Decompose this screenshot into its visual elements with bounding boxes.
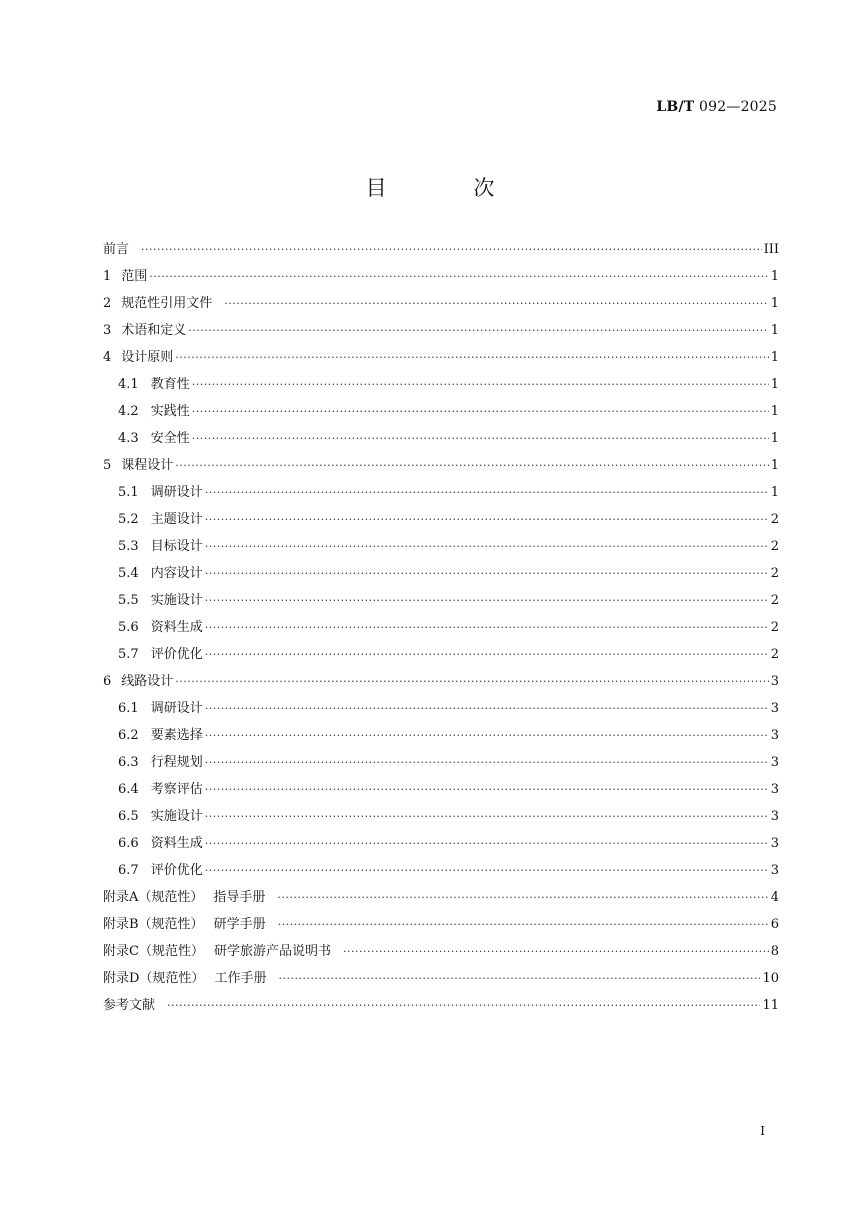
toc-entry[interactable] [103, 697, 779, 724]
toc-leader-dots [188, 324, 768, 337]
toc-leader-dots [149, 270, 768, 283]
toc-entry-page: 2 [770, 566, 779, 581]
toc-entry-title: 课程设计 [121, 458, 174, 473]
toc-entry-number: 6.4 [118, 782, 139, 797]
toc-entry[interactable] [103, 319, 779, 346]
toc-leader-dots [205, 594, 769, 607]
toc-entry-title: 规范性引用文件 [121, 296, 213, 311]
toc-entry[interactable] [103, 454, 779, 481]
toc-entry-title: 评价优化 [150, 863, 203, 878]
toc-entry[interactable] [103, 940, 779, 967]
toc-entry[interactable] [103, 670, 779, 697]
toc-leader-dots [175, 351, 768, 364]
toc-entry-page: 2 [770, 593, 779, 608]
toc-entry-number: 4.3 [118, 431, 139, 446]
toc-entry-number: 6.2 [118, 728, 139, 743]
toc-entry-page: 3 [770, 674, 779, 689]
toc-entry-title: 研学旅游产品说明书 [213, 944, 331, 959]
toc-entry-title: 线路设计 [121, 674, 174, 689]
toc-leader-dots [205, 756, 769, 769]
document-code-number: 092—2025 [699, 99, 777, 115]
toc-entry[interactable] [103, 589, 779, 616]
toc-entry-title: 术语和定义 [121, 323, 187, 338]
document-code [656, 99, 777, 115]
toc-leader-dots [192, 405, 769, 418]
toc-entry[interactable] [103, 724, 779, 751]
toc-leader-dots [278, 918, 769, 931]
toc-entry-title: 行程规划 [150, 755, 203, 770]
toc-entry-page: 1 [770, 431, 779, 446]
toc-entry-page: 1 [770, 323, 779, 338]
toc-entry[interactable] [103, 778, 779, 805]
toc-leader-dots [205, 702, 769, 715]
toc-entry-number: 6.3 [118, 755, 139, 770]
toc-entry[interactable] [103, 913, 779, 940]
toc-entry-page: 1 [770, 269, 779, 284]
toc-entry[interactable] [103, 616, 779, 643]
toc-entry-number: 1 [103, 269, 112, 284]
toc-entry-number: 6.1 [118, 701, 139, 716]
toc-entry-title: 考察评估 [150, 782, 203, 797]
toc-leader-dots [205, 567, 769, 580]
toc-leader-dots [205, 486, 769, 499]
toc-entry-page: 1 [770, 404, 779, 419]
toc-entry-number: 6.5 [118, 809, 139, 824]
toc-entry-page: III [763, 242, 779, 257]
toc-entry-page: 3 [770, 863, 779, 878]
toc-entry-title: 资料生成 [150, 836, 203, 851]
toc-entry-title: 参考文献 [103, 998, 156, 1013]
toc-entry-title: 目标设计 [150, 539, 203, 554]
toc-entry-number: 5.6 [118, 620, 139, 635]
toc-entry-number: 5.5 [118, 593, 139, 608]
toc-leader-dots [205, 864, 769, 877]
toc-leader-dots [343, 945, 769, 958]
page-number: I [760, 1124, 765, 1138]
toc-entry-number: 5.3 [118, 539, 139, 554]
toc-leader-dots [224, 297, 768, 310]
toc-leader-dots [205, 648, 769, 661]
toc-entry-page: 3 [770, 728, 779, 743]
toc-entry-title: 研学手册 [213, 917, 266, 932]
toc-entry-title: 教育性 [150, 377, 190, 392]
toc-leader-dots [205, 540, 769, 553]
toc-entry[interactable] [103, 967, 779, 994]
toc-entry-number: 5 [103, 458, 112, 473]
toc-entry[interactable] [103, 859, 779, 886]
toc-entry-number: 附录C（规范性） [103, 944, 204, 959]
toc-leader-dots [278, 972, 760, 985]
toc-entry[interactable] [103, 994, 779, 1021]
toc-entry-page: 1 [770, 458, 779, 473]
toc-entry[interactable] [103, 400, 779, 427]
toc-entry-page: 1 [770, 350, 779, 365]
toc-entry-number: 4 [103, 350, 112, 365]
toc-entry-page: 2 [770, 647, 779, 662]
toc-entry[interactable] [103, 832, 779, 859]
toc-entry-number: 5.7 [118, 647, 139, 662]
toc-entry-page: 11 [762, 998, 779, 1013]
toc-entry-title: 设计原则 [121, 350, 174, 365]
toc-entry-page: 2 [770, 620, 779, 635]
toc-entry-title: 指导手册 [213, 890, 266, 905]
toc-entry-number: 6.7 [118, 863, 139, 878]
toc-entry-page: 3 [770, 782, 779, 797]
toc-leader-dots [175, 459, 768, 472]
toc-entry-page: 1 [770, 296, 779, 311]
toc-leader-dots [192, 432, 769, 445]
toc-entry-number: 5.1 [118, 485, 139, 500]
toc-entry-page: 2 [770, 539, 779, 554]
toc-leader-dots [141, 243, 762, 256]
toc-entry-number: 6.6 [118, 836, 139, 851]
toc-entry-title: 评价优化 [150, 647, 203, 662]
document-code-prefix: LB/T [656, 99, 695, 115]
toc-entry[interactable] [103, 886, 779, 913]
toc-entry[interactable] [103, 427, 779, 454]
toc-leader-dots [205, 810, 769, 823]
toc-entry-title: 实施设计 [150, 809, 203, 824]
toc-entry[interactable] [103, 535, 779, 562]
toc-leader-dots [205, 837, 769, 850]
toc-leader-dots [205, 621, 769, 634]
toc-entry-page: 3 [770, 755, 779, 770]
toc-entry-number: 5.2 [118, 512, 139, 527]
table-of-contents [103, 238, 779, 1021]
toc-entry-title: 主题设计 [150, 512, 203, 527]
toc-entry-number: 附录B（规范性） [103, 917, 204, 932]
toc-entry-page: 4 [770, 890, 779, 905]
toc-entry-title: 要素选择 [150, 728, 203, 743]
toc-entry[interactable] [103, 238, 779, 265]
toc-entry-title: 实践性 [150, 404, 190, 419]
toc-entry-title: 安全性 [150, 431, 190, 446]
toc-leader-dots [277, 891, 768, 904]
toc-entry-title: 前言 [103, 242, 130, 257]
toc-entry[interactable] [103, 751, 779, 778]
toc-leader-dots [192, 378, 769, 391]
toc-leader-dots [175, 675, 768, 688]
toc-entry-page: 6 [770, 917, 779, 932]
toc-entry[interactable] [103, 346, 779, 373]
toc-entry[interactable] [103, 373, 779, 400]
toc-entry-title: 调研设计 [150, 701, 203, 716]
toc-leader-dots [205, 729, 769, 742]
toc-entry-page: 1 [770, 485, 779, 500]
toc-entry-number: 3 [103, 323, 112, 338]
toc-entry-page: 10 [762, 971, 779, 986]
toc-entry[interactable] [103, 265, 779, 292]
toc-entry[interactable] [103, 562, 779, 589]
toc-entry[interactable] [103, 508, 779, 535]
toc-leader-dots [205, 513, 769, 526]
toc-entry[interactable] [103, 805, 779, 832]
toc-entry-title: 实施设计 [150, 593, 203, 608]
toc-entry-page: 3 [770, 836, 779, 851]
toc-entry-number: 5.4 [118, 566, 139, 581]
toc-entry-number: 4.1 [118, 377, 139, 392]
toc-entry-title: 内容设计 [150, 566, 203, 581]
toc-entry-title: 资料生成 [150, 620, 203, 635]
toc-leader-dots [167, 999, 760, 1012]
toc-entry-title: 工作手册 [214, 971, 267, 986]
toc-entry-page: 2 [770, 512, 779, 527]
toc-entry[interactable] [103, 292, 779, 319]
toc-entry-number: 附录D（规范性） [103, 971, 205, 986]
toc-entry-title: 范围 [121, 269, 148, 284]
toc-entry-number: 2 [103, 296, 112, 311]
toc-entry-title: 调研设计 [150, 485, 203, 500]
toc-entry-page: 1 [770, 377, 779, 392]
toc-entry-number: 附录A（规范性） [103, 890, 204, 905]
toc-entry[interactable] [103, 481, 779, 508]
toc-entry-page: 3 [770, 809, 779, 824]
page-title: 目 次 [365, 176, 535, 200]
toc-leader-dots [205, 783, 769, 796]
toc-entry-number: 6 [103, 674, 112, 689]
toc-entry-page: 3 [770, 701, 779, 716]
toc-entry-number: 4.2 [118, 404, 139, 419]
toc-entry-page: 8 [770, 944, 779, 959]
toc-entry[interactable] [103, 643, 779, 670]
